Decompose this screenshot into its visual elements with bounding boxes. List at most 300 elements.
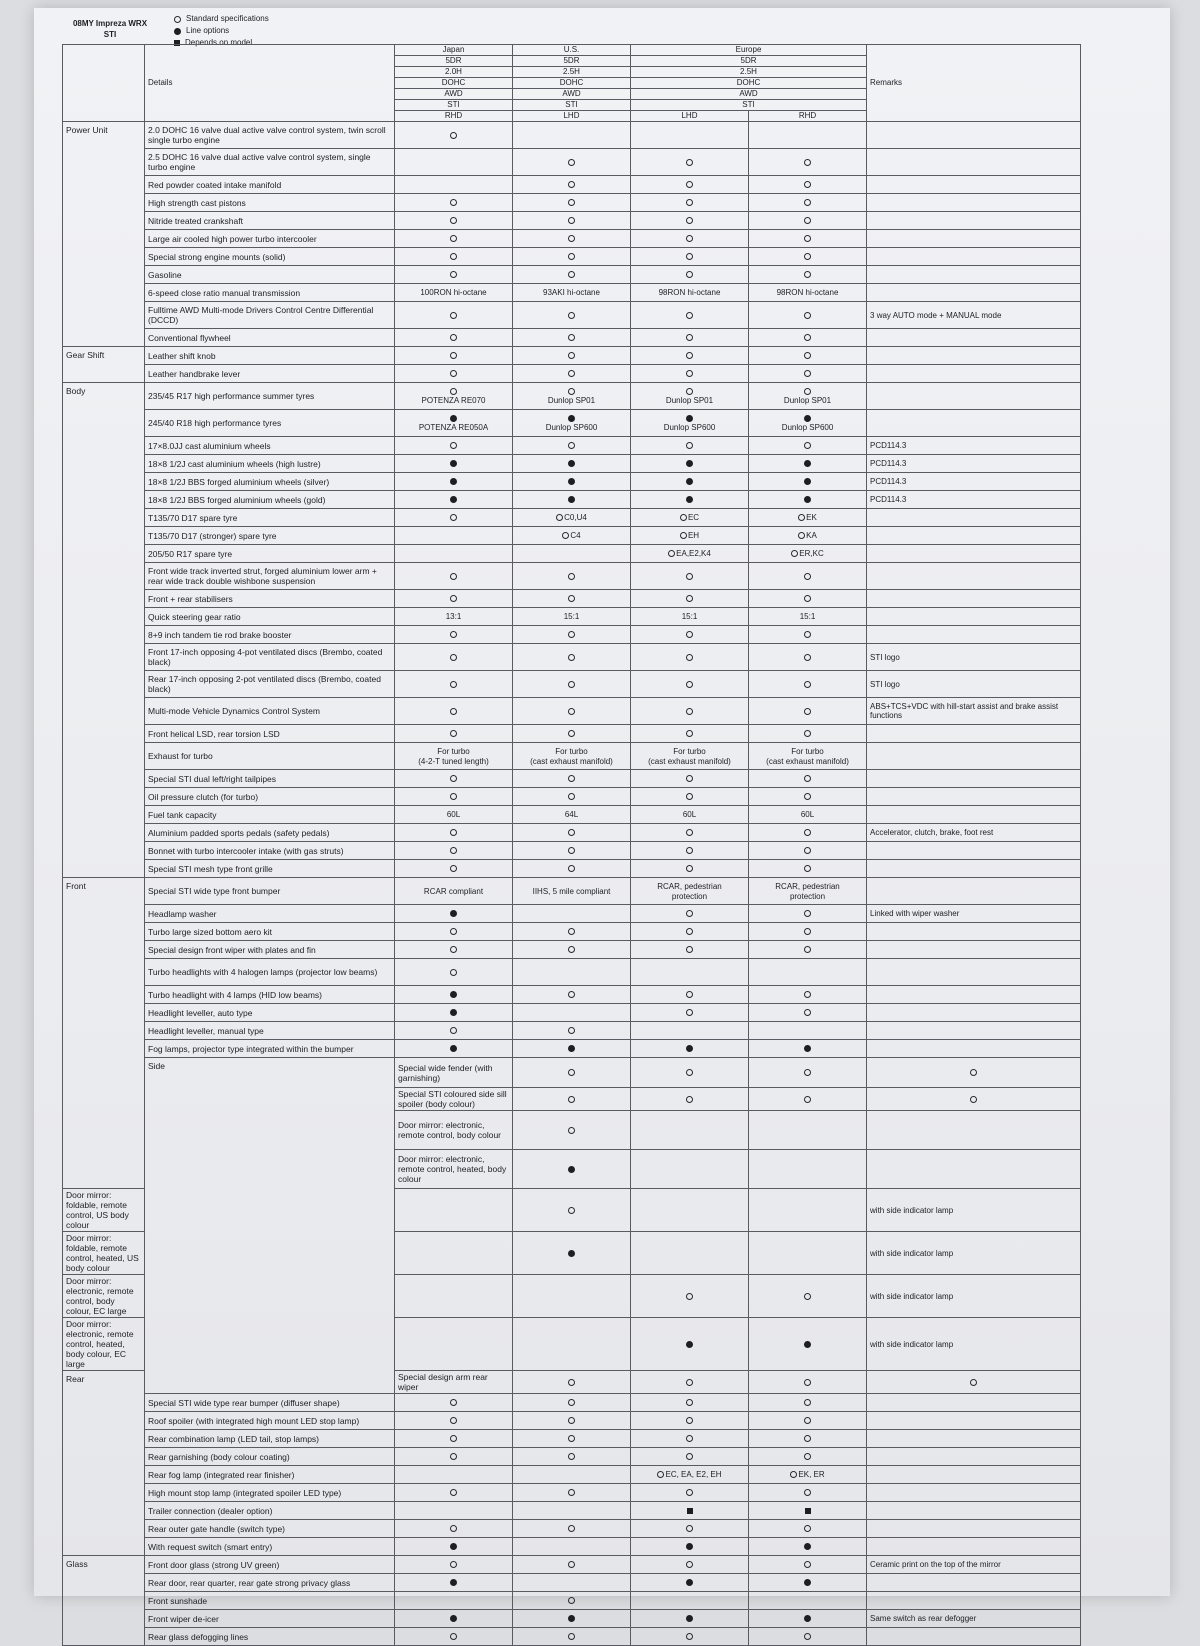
value-cell-us — [513, 491, 631, 509]
cell-symbol — [516, 1379, 627, 1386]
value-cell-lhd — [631, 437, 749, 455]
cell-symbol — [516, 1027, 627, 1034]
table-row — [63, 1394, 1081, 1412]
open-circle-icon — [686, 847, 693, 854]
table-row — [63, 725, 1081, 743]
table-row — [63, 266, 1081, 284]
value-cell-lhd — [631, 122, 749, 149]
value-cell-lhd — [631, 626, 749, 644]
cell-symbol — [398, 969, 509, 976]
filled-circle-icon — [568, 496, 575, 503]
cell-symbol — [752, 442, 863, 449]
table-row — [63, 842, 1081, 860]
header-details: Details — [145, 45, 395, 122]
value-cell-lhd — [631, 1556, 749, 1574]
remarks-cell: ABS+TCS+VDC with hill-start assist and brake assist functions — [867, 698, 1081, 725]
cell-symbol — [398, 1009, 509, 1016]
value-cell-lhd — [749, 1088, 867, 1111]
cell-symbol — [398, 631, 509, 638]
value-cell-us — [513, 878, 631, 905]
value-cell-us — [513, 1448, 631, 1466]
cell-symbol — [634, 334, 745, 341]
open-circle-icon — [450, 388, 457, 395]
value-cell-lhd — [631, 194, 749, 212]
open-circle-icon — [804, 654, 811, 661]
cell-code — [798, 531, 817, 540]
remarks-cell — [867, 878, 1081, 905]
value-cell-rhd — [749, 1448, 867, 1466]
open-circle-icon — [568, 1127, 575, 1134]
table-row — [63, 1574, 1081, 1592]
cell-symbol — [752, 1453, 863, 1460]
value-cell-jp — [395, 1040, 513, 1058]
value-cell-rhd — [749, 230, 867, 248]
value-cell-us — [513, 608, 631, 626]
open-circle-icon — [804, 271, 811, 278]
open-circle-icon — [568, 865, 575, 872]
cell-symbol — [752, 708, 863, 715]
value-cell-us — [513, 284, 631, 302]
category-cell: Front — [63, 878, 145, 1189]
open-circle-icon — [804, 1417, 811, 1424]
detail-cell: Special wide fender (with garnishing) — [395, 1058, 513, 1088]
cell-symbol — [634, 946, 745, 953]
table-row — [63, 1556, 1081, 1574]
table-row — [63, 860, 1081, 878]
remarks-cell: 3 way AUTO mode + MANUAL mode — [867, 302, 1081, 329]
cell-symbol — [398, 1489, 509, 1496]
value-cell-jp — [395, 806, 513, 824]
value-cell-lhd — [631, 1628, 749, 1646]
detail-cell: Special STI wide type rear bumper (diffuser shape) — [145, 1394, 395, 1412]
detail-cell: Leather shift knob — [145, 347, 395, 365]
open-circle-icon — [804, 865, 811, 872]
cell-text: C4 — [570, 530, 581, 540]
value-cell-lhd — [631, 590, 749, 608]
value-cell-rhd — [749, 122, 867, 149]
open-circle-icon — [686, 1069, 693, 1076]
value-cell-rhd — [749, 860, 867, 878]
value-cell-jp — [395, 437, 513, 455]
open-circle-icon — [568, 847, 575, 854]
value-cell-lhd — [631, 383, 749, 410]
open-circle-icon — [568, 1561, 575, 1568]
open-circle-icon — [791, 550, 798, 557]
value-cell-jp — [395, 1610, 513, 1628]
value-cell-rhd — [749, 473, 867, 491]
open-circle-icon — [686, 1417, 693, 1424]
detail-cell: Rear door, rear quarter, rear gate strong privacy glass — [145, 1574, 395, 1592]
open-circle-icon — [568, 928, 575, 935]
remarks-cell — [867, 410, 1081, 437]
open-circle-icon — [568, 199, 575, 206]
filled-circle-icon — [450, 910, 457, 917]
value-cell-rhd — [749, 1538, 867, 1556]
value-cell-rhd — [749, 959, 867, 986]
open-circle-icon — [450, 235, 457, 242]
open-circle-icon — [450, 199, 457, 206]
open-circle-icon — [686, 946, 693, 953]
cell-text: 93AKI hi-octane — [543, 288, 600, 297]
value-cell-rhd — [749, 725, 867, 743]
cell-symbol — [752, 1341, 863, 1348]
detail-cell: Multi-mode Vehicle Dynamics Control System — [145, 698, 395, 725]
open-circle-icon — [804, 1489, 811, 1496]
value-cell-lhd — [631, 284, 749, 302]
cell-stack — [398, 388, 509, 405]
cell-symbol — [634, 928, 745, 935]
value-cell-us — [513, 122, 631, 149]
detail-cell: Door mirror: foldable, remote control, US body colour — [63, 1189, 145, 1232]
cell-symbol — [752, 865, 863, 872]
table-row — [63, 743, 1081, 770]
value-cell-jp — [395, 563, 513, 590]
remarks-cell — [867, 122, 1081, 149]
cell-stack — [634, 747, 745, 766]
open-circle-icon — [568, 217, 575, 224]
value-cell-jp — [395, 770, 513, 788]
value-cell-lhd — [631, 770, 749, 788]
open-circle-icon — [450, 1561, 457, 1568]
cell-symbol — [752, 1543, 863, 1550]
open-circle-icon — [450, 253, 457, 260]
value-cell-lhd — [631, 347, 749, 365]
open-circle-icon — [804, 829, 811, 836]
cell-symbol — [516, 1615, 627, 1622]
cell-symbol — [752, 946, 863, 953]
value-cell-lhd — [749, 1111, 867, 1150]
value-cell-lhd — [631, 644, 749, 671]
filled-circle-icon — [568, 1615, 575, 1622]
detail-cell: Door mirror: foldable, remote control, heated, US body colour — [63, 1232, 145, 1275]
remarks-cell — [867, 1430, 1081, 1448]
value-cell-us — [513, 725, 631, 743]
open-circle-icon — [568, 159, 575, 166]
open-circle-icon — [686, 235, 693, 242]
value-cell-jp — [395, 959, 513, 986]
open-circle-icon — [568, 730, 575, 737]
open-circle-icon — [686, 865, 693, 872]
open-circle-icon — [804, 352, 811, 359]
open-circle-icon — [568, 1069, 575, 1076]
cell-symbol — [752, 159, 863, 166]
detail-cell: T135/70 D17 (stronger) spare tyre — [145, 527, 395, 545]
cell-symbol — [752, 928, 863, 935]
open-circle-icon — [568, 829, 575, 836]
table-row — [63, 941, 1081, 959]
cell-symbol — [634, 1543, 745, 1550]
cell-symbol — [516, 235, 627, 242]
detail-cell: T135/70 D17 spare tyre — [145, 509, 395, 527]
open-circle-icon — [686, 334, 693, 341]
cell-text: RCAR, pedestrian — [657, 881, 722, 891]
open-circle-icon — [686, 595, 693, 602]
value-cell-us — [513, 1628, 631, 1646]
value-cell-us — [513, 671, 631, 698]
detail-cell: Special strong engine mounts (solid) — [145, 248, 395, 266]
detail-cell: Fulltime AWD Multi-mode Drivers Control Centre Differential (DCCD) — [145, 302, 395, 329]
remarks-cell — [867, 545, 1081, 563]
remarks-cell — [867, 725, 1081, 743]
value-cell-jp — [395, 266, 513, 284]
value-cell-us — [513, 842, 631, 860]
open-circle-icon — [680, 514, 687, 521]
cell-text: 64L — [564, 810, 579, 819]
value-cell-jp — [395, 212, 513, 230]
detail-cell: Special STI coloured side sill spoiler (body colour) — [395, 1088, 513, 1111]
filled-square-icon — [687, 1508, 693, 1514]
open-circle-icon — [450, 708, 457, 715]
value-cell-jp — [395, 383, 513, 410]
cell-symbol — [752, 271, 863, 278]
header-remarks: Remarks — [867, 45, 1081, 122]
remarks-cell — [867, 1484, 1081, 1502]
value-cell-jp — [395, 509, 513, 527]
remarks-cell — [867, 590, 1081, 608]
table-row — [63, 1040, 1081, 1058]
detail-cell: Turbo headlight with 4 lamps (HID low beams) — [145, 986, 395, 1004]
open-circle-icon — [804, 793, 811, 800]
filled-circle-icon — [174, 28, 181, 35]
value-cell-lhd — [749, 1371, 867, 1394]
cell-symbol — [516, 478, 627, 485]
value-cell-rhd — [749, 878, 867, 905]
value-cell-lhd — [631, 545, 749, 563]
value-cell-rhd — [749, 194, 867, 212]
cell-code — [680, 513, 699, 522]
open-circle-icon — [804, 991, 811, 998]
header-us-spec: 2.5H — [513, 67, 631, 78]
cell-symbol — [398, 946, 509, 953]
open-circle-icon — [804, 910, 811, 917]
table-row — [63, 1466, 1081, 1484]
remarks-cell — [867, 1466, 1081, 1484]
open-circle-icon — [686, 253, 693, 260]
cell-stack — [516, 415, 627, 432]
value-cell-jp — [395, 284, 513, 302]
open-circle-icon — [450, 681, 457, 688]
filled-circle-icon — [686, 415, 693, 422]
value-cell-jp — [395, 1520, 513, 1538]
value-cell-rhd — [749, 563, 867, 590]
detail-cell: Special design arm rear wiper — [395, 1371, 513, 1394]
cell-symbol — [516, 181, 627, 188]
open-circle-icon — [686, 442, 693, 449]
cell-symbol — [634, 496, 745, 503]
value-cell-us — [513, 1520, 631, 1538]
cell-symbol — [516, 1489, 627, 1496]
cell-symbol — [516, 946, 627, 953]
cell-symbol — [634, 1525, 745, 1532]
remarks-cell — [867, 1448, 1081, 1466]
cell-stack — [516, 388, 627, 405]
value-cell-rhd — [749, 1189, 867, 1232]
open-circle-icon — [450, 928, 457, 935]
value-cell-rhd — [749, 248, 867, 266]
cell-symbol — [634, 478, 745, 485]
open-circle-icon — [686, 910, 693, 917]
open-circle-icon — [450, 1489, 457, 1496]
open-circle-icon — [686, 217, 693, 224]
cell-text: (cast exhaust manifold) — [648, 756, 731, 766]
table-row — [63, 1538, 1081, 1556]
value-cell-us — [513, 788, 631, 806]
cell-symbol — [516, 1399, 627, 1406]
value-cell-rhd — [749, 365, 867, 383]
cell-symbol — [634, 1399, 745, 1406]
cell-symbol — [398, 1435, 509, 1442]
detail-cell: Door mirror: electronic, remote control, heated, body colour — [395, 1150, 513, 1189]
open-circle-icon — [450, 352, 457, 359]
remarks-cell — [867, 1502, 1081, 1520]
open-circle-icon — [657, 1471, 664, 1478]
cell-text: Dunlop SP01 — [783, 395, 832, 405]
cell-text: (4-2-T tuned length) — [418, 756, 489, 766]
open-circle-icon — [804, 1293, 811, 1300]
cell-symbol — [752, 1489, 863, 1496]
open-circle-icon — [568, 1435, 575, 1442]
open-circle-icon — [804, 928, 811, 935]
detail-cell: Headlight leveller, auto type — [145, 1004, 395, 1022]
open-circle-icon — [450, 442, 457, 449]
filled-circle-icon — [450, 991, 457, 998]
remarks-cell — [867, 1412, 1081, 1430]
value-cell-us — [631, 1150, 749, 1189]
open-circle-icon — [450, 271, 457, 278]
value-cell-rhd — [749, 905, 867, 923]
open-circle-icon — [804, 1525, 811, 1532]
cell-symbol — [634, 847, 745, 854]
remarks-cell — [867, 1574, 1081, 1592]
filled-circle-icon — [804, 1045, 811, 1052]
open-circle-icon — [804, 442, 811, 449]
open-circle-icon — [568, 1633, 575, 1640]
remarks-cell — [867, 842, 1081, 860]
filled-circle-icon — [568, 1166, 575, 1173]
detail-cell: 18×8 1/2J BBS forged aluminium wheels (gold) — [145, 491, 395, 509]
detail-cell: Front sunshade — [145, 1592, 395, 1610]
cell-symbol — [516, 654, 627, 661]
cell-symbol — [398, 1525, 509, 1532]
value-cell-jp — [395, 878, 513, 905]
value-cell-lhd — [631, 1430, 749, 1448]
open-circle-icon — [686, 1435, 693, 1442]
spec-table-header — [63, 45, 1081, 122]
value-cell-lhd — [631, 1232, 749, 1275]
cell-symbol — [398, 1453, 509, 1460]
cell-symbol — [398, 1543, 509, 1550]
value-cell-jp — [395, 176, 513, 194]
open-circle-icon — [568, 253, 575, 260]
open-circle-icon — [450, 775, 457, 782]
cell-text: IIHS, 5 mile compliant — [532, 886, 611, 896]
table-row — [63, 1412, 1081, 1430]
cell-symbol — [752, 681, 863, 688]
cell-symbol — [516, 681, 627, 688]
detail-cell: Oil pressure clutch (for turbo) — [145, 788, 395, 806]
value-cell-lhd — [631, 1022, 749, 1040]
open-circle-icon — [686, 928, 693, 935]
value-cell-us — [513, 473, 631, 491]
value-cell-rhd — [749, 212, 867, 230]
open-circle-icon — [568, 442, 575, 449]
cell-code — [562, 531, 580, 540]
cell-symbol — [516, 991, 627, 998]
value-cell-lhd — [749, 1150, 867, 1189]
value-cell-jp — [395, 1430, 513, 1448]
remarks-cell: Linked with wiper washer — [867, 905, 1081, 923]
cell-symbol — [634, 1435, 745, 1442]
cell-symbol — [398, 1615, 509, 1622]
detail-cell: Headlight leveller, manual type — [145, 1022, 395, 1040]
header-japan-spec: DOHC — [395, 78, 513, 89]
value-cell-lhd — [631, 491, 749, 509]
detail-cell: Trailer connection (dealer option) — [145, 1502, 395, 1520]
cell-symbol — [634, 1379, 745, 1386]
filled-circle-icon — [686, 1045, 693, 1052]
open-circle-icon — [804, 1561, 811, 1568]
cell-text: EH — [687, 530, 700, 540]
open-circle-icon — [568, 312, 575, 319]
header-europe-spec: DOHC — [631, 78, 867, 89]
cell-symbol — [634, 1045, 745, 1052]
value-cell-rhd — [749, 1004, 867, 1022]
open-circle-icon — [686, 775, 693, 782]
cell-symbol — [516, 253, 627, 260]
cell-symbol — [516, 847, 627, 854]
value-cell-lhd — [631, 1004, 749, 1022]
value-cell-us — [513, 770, 631, 788]
value-cell-rhd — [749, 743, 867, 770]
value-cell-lhd — [631, 365, 749, 383]
detail-cell: Door mirror: electronic, remote control, body colour, EC large — [63, 1275, 145, 1318]
value-cell-lhd — [631, 1318, 749, 1371]
value-cell-rhd — [749, 806, 867, 824]
value-cell-us — [513, 212, 631, 230]
cell-symbol — [752, 1525, 863, 1532]
open-circle-icon — [804, 681, 811, 688]
filled-circle-icon — [450, 1009, 457, 1016]
cell-text: C0,U4 — [564, 512, 587, 522]
cell-text: 60L — [800, 810, 815, 819]
cell-text: 98RON hi-octane — [658, 288, 721, 297]
cell-symbol — [634, 991, 745, 998]
cell-symbol — [634, 730, 745, 737]
value-cell-lhd — [631, 1412, 749, 1430]
cell-text: protection — [789, 891, 826, 901]
open-circle-icon — [562, 532, 569, 539]
cell-symbol — [752, 631, 863, 638]
detail-cell: Front + rear stabilisers — [145, 590, 395, 608]
header-japan-drive: RHD — [395, 111, 513, 122]
value-cell-jp — [395, 743, 513, 770]
value-cell-lhd — [631, 266, 749, 284]
value-cell-rhd — [749, 1040, 867, 1058]
open-circle-icon — [804, 1399, 811, 1406]
cell-code — [680, 531, 699, 540]
remarks-cell — [867, 365, 1081, 383]
value-cell-rhd — [749, 1484, 867, 1502]
open-circle-icon — [804, 217, 811, 224]
open-circle-icon — [450, 514, 457, 521]
filled-circle-icon — [686, 478, 693, 485]
filled-circle-icon — [568, 1250, 575, 1257]
remarks-cell — [867, 860, 1081, 878]
cell-symbol — [398, 910, 509, 917]
detail-cell: Rear 17-inch opposing 2-pot ventilated discs (Brembo, coated black) — [145, 671, 395, 698]
filled-circle-icon — [450, 415, 457, 422]
table-row — [63, 1628, 1081, 1646]
